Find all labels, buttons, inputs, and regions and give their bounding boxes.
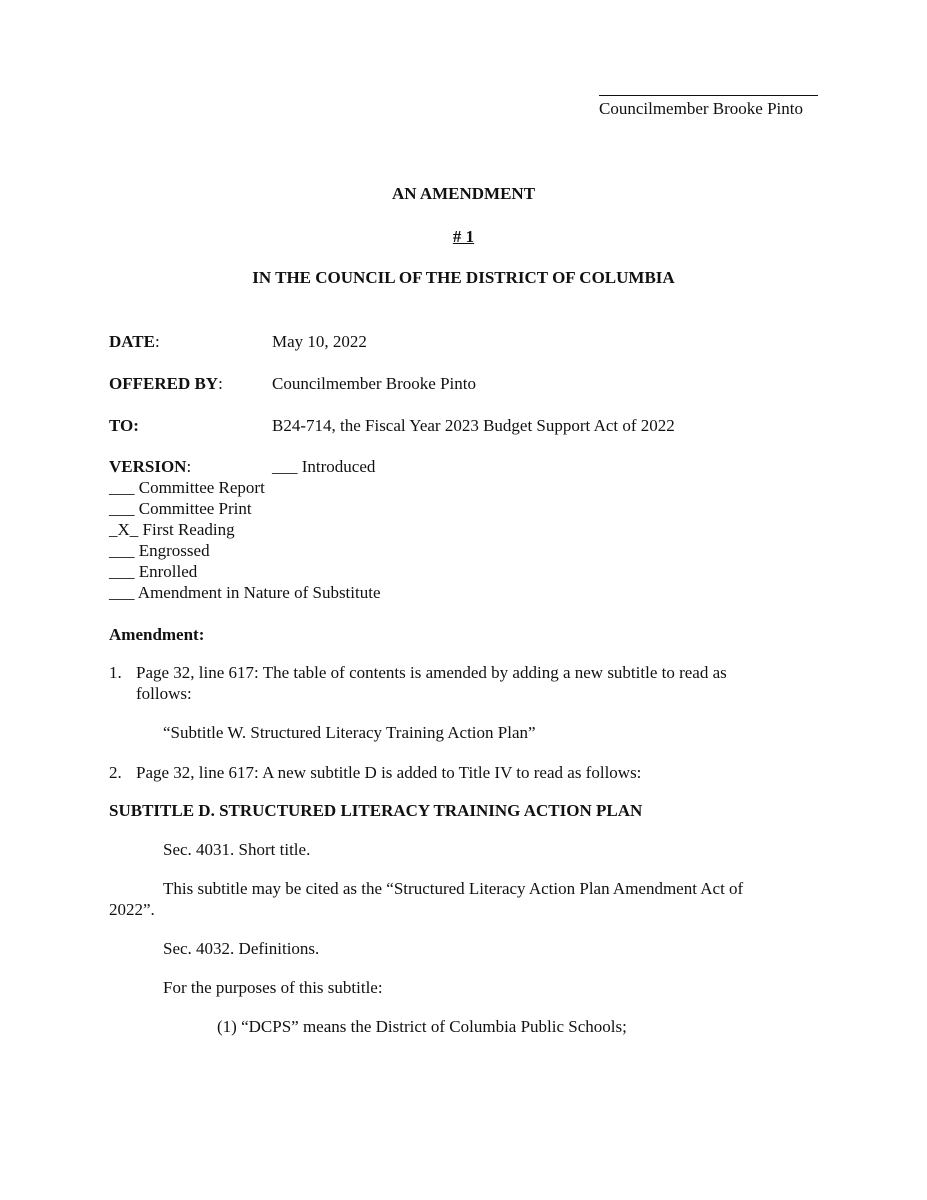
item1-line2: follows: xyxy=(136,684,192,703)
version-option-substitute: ___ Amendment in Nature of Substitute xyxy=(109,583,381,602)
signature-name: Councilmember Brooke Pinto xyxy=(599,99,803,118)
item2-text: Page 32, line 617: A new subtitle D is added to Title IV to read as follows: xyxy=(136,763,642,782)
version-option-introduced: ___ Introduced xyxy=(272,457,376,476)
date-label-row xyxy=(109,331,160,352)
offered-colon: : xyxy=(218,374,223,393)
citation-line1: This subtitle may be cited as the “Structured Literacy Action Plan Amendment Act of xyxy=(163,879,744,898)
amendment-number xyxy=(0,226,927,247)
offered-value: Councilmember Brooke Pinto xyxy=(272,374,476,393)
to-label: TO: xyxy=(109,416,139,435)
sec-4032-heading: Sec. 4032. Definitions. xyxy=(163,939,320,958)
version-option-engrossed: ___ Engrossed xyxy=(109,541,210,560)
item1-quote: “Subtitle W. Structured Literacy Training Action Plan” xyxy=(163,723,536,742)
version-label-row xyxy=(109,456,191,477)
offered-label: OFFERED BY xyxy=(109,374,219,393)
definition-1: (1) “DCPS” means the District of Columbia Public Schools; xyxy=(217,1017,627,1036)
version-colon: : xyxy=(186,457,192,476)
item2-number: 2. xyxy=(109,763,122,782)
offered-label-row xyxy=(109,373,223,394)
council-heading: IN THE COUNCIL OF THE DISTRICT OF COLUMBIA xyxy=(252,268,675,287)
item1-line1: Page 32, line 617: The table of contents is amended by adding a new subtitle to read as xyxy=(136,663,727,682)
date-value: May 10, 2022 xyxy=(272,332,367,351)
item1-number: 1. xyxy=(109,663,122,682)
to-value: B24-714, the Fiscal Year 2023 Budget Support Act of 2022 xyxy=(272,416,675,435)
subtitle-heading: SUBTITLE D. STRUCTURED LITERACY TRAINING ACTION PLAN xyxy=(109,801,643,820)
version-label: VERSION xyxy=(109,457,187,476)
version-option-first-reading: _X_ First Reading xyxy=(109,520,235,539)
sec-4031-heading: Sec. 4031. Short title. xyxy=(163,840,311,859)
version-option-committee-print: ___ Committee Print xyxy=(109,499,252,518)
amendment-number-text: # 1 xyxy=(452,227,475,246)
purposes-text: For the purposes of this subtitle: xyxy=(163,978,383,997)
date-label: DATE xyxy=(109,332,155,351)
version-option-enrolled: ___ Enrolled xyxy=(109,562,198,581)
document-title: AN AMENDMENT xyxy=(391,184,536,203)
date-colon: : xyxy=(154,332,160,351)
version-option-committee-report: ___ Committee Report xyxy=(109,478,265,497)
signature-line xyxy=(599,95,818,96)
amendment-heading: Amendment: xyxy=(109,625,205,644)
citation-line2: 2022”. xyxy=(109,900,155,919)
